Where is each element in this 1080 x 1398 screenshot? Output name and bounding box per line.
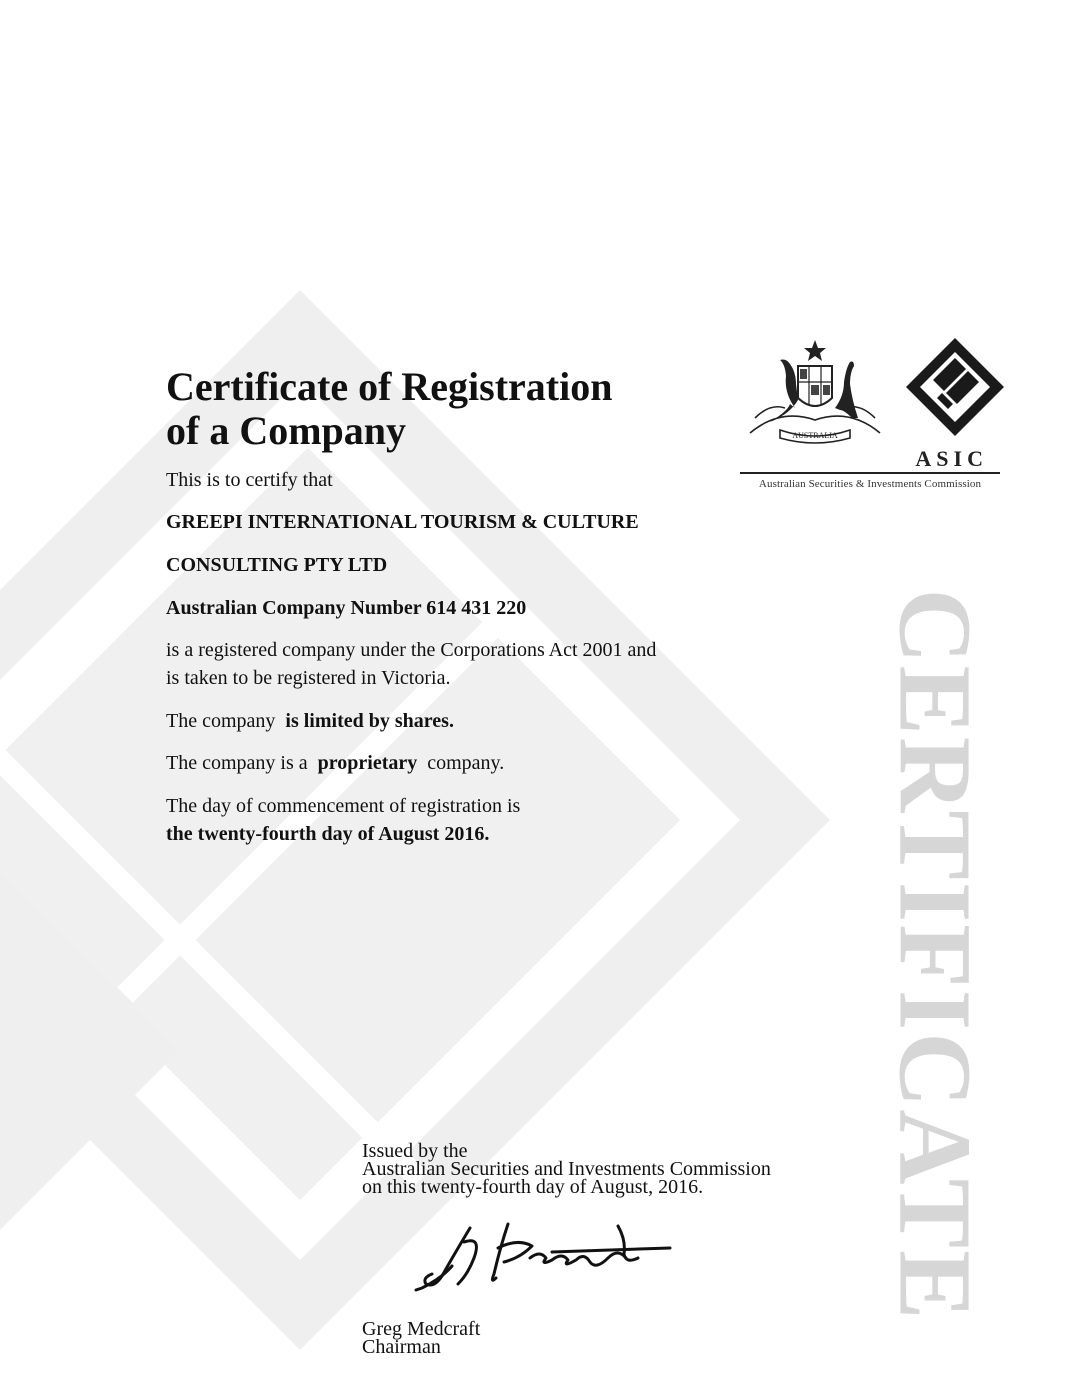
signatory-name: Greg Medcraft bbox=[362, 1318, 481, 1340]
chairman-signature bbox=[412, 1218, 682, 1298]
crest-motto: AUSTRALIA bbox=[792, 431, 838, 440]
coat-of-arms-icon bbox=[740, 338, 890, 448]
signatory-block bbox=[362, 1320, 480, 1356]
registration-statement: is a registered company under the Corporations Act 2001 and is taken to be registered in Victoria. bbox=[166, 639, 657, 689]
commencement-statement: The day of commencement of registration is the twenty-fourth day of August 2016. bbox=[166, 795, 521, 845]
title-line-1: Certificate of Registration bbox=[166, 364, 613, 409]
intro-text: This is to certify that bbox=[166, 469, 333, 491]
company-type-statement: The company is a proprietary company. bbox=[166, 752, 505, 774]
asic-abbreviation: ASIC bbox=[915, 446, 988, 471]
certificate-title bbox=[166, 365, 612, 453]
issuer-statement: Issued by the Australian Securities and Investments Commission on this twenty-fourth day of August, 2016. bbox=[362, 1140, 771, 1198]
title-line-2: of a Company bbox=[166, 408, 407, 453]
acn-line: Australian Company Number 614 431 220 bbox=[166, 597, 527, 619]
signatory-title: Chairman bbox=[362, 1336, 441, 1358]
limited-statement: The company is limited by shares. bbox=[166, 710, 454, 732]
asic-divider bbox=[740, 472, 1000, 474]
certificate-vertical-watermark: CERTIFICATE bbox=[877, 588, 993, 1322]
company-name-line-2: CONSULTING PTY LTD bbox=[166, 554, 388, 576]
company-name-line-1: GREEPI INTERNATIONAL TOURISM & CULTURE bbox=[166, 511, 639, 533]
asic-full-name: Australian Securities & Investments Commission bbox=[758, 478, 982, 490]
asic-logo-icon bbox=[906, 338, 1004, 436]
